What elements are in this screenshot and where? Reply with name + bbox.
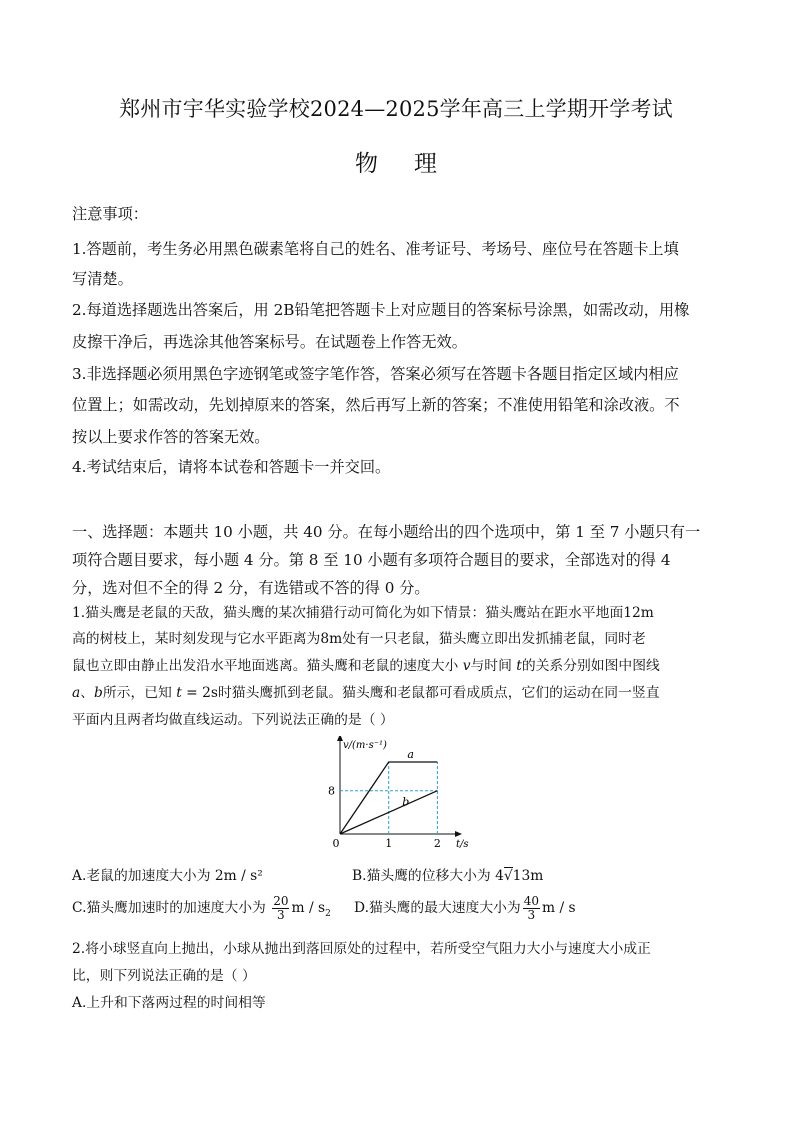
y-axis-label: v/(m·s⁻¹) [343,740,387,751]
x-axis-arrow [455,831,462,837]
section-instructions: 分，选对但不全的得 2 分，有选错或不答的得 0 分。 [72,579,430,597]
question-2-text: 比，则下列说法正确的是（ ） [72,968,256,984]
notice-heading: 注意事项： [72,205,148,223]
section-instructions: 一、选择题：本题共 10 小题，共 40 分。在每小题给出的四个选项中，第 1 至 7 小题只有一 [72,523,701,541]
option-a[interactable]: A.上升和下落两过程的时间相等 [72,995,266,1011]
question-1-text: 平面内且两者均做直线运动。下列说法正确的是（ ） [72,712,394,728]
series-label-a: a [407,748,414,762]
option-a[interactable]: A.老鼠的加速度大小为 2m / s² [72,868,263,884]
x-axis-label: t/s [456,839,469,850]
notice-line: 3.非选择题必须用黑色字迹钢笔或签字笔作答，答案必须写在答题卡各题目指定区域内相应 [72,365,679,383]
notice-line: 1.答题前，考生务必用黑色碳素笔将自己的姓名、准考证号、考场号、座位号在答题卡上填 [72,240,679,258]
question-1-text: 鼠也立即由静止出发沿水平地面逃离。猫头鹰和老鼠的速度大小 v与时间 t的关系分别如图中图线 [72,658,660,674]
x-tick-label: 2 [433,837,441,850]
section-instructions: 项符合题目要求，每小题 4 分。第 8 至 10 小题有多项符合题目的要求，全部选对的得 4 [72,551,671,569]
question-1-text: 1.猫头鹰是老鼠的天敌，猫头鹰的某次捕猎行动可简化为如下情景：猫头鹰站在距水平地面12m [72,605,654,621]
y-tick-label: 8 [328,784,335,798]
question-2-text: 2.将小球竖直向上抛出，小球从抛出到落回原处的过程中，若所受空气阻力大小与速度大小成正 [72,941,651,957]
subject-title: 物理 [355,151,473,177]
notice-line: 4.考试结束后，请将本试卷和答题卡一并交回。 [72,458,391,476]
series-label-b: b [402,795,410,809]
x-tick-label: 1 [385,837,393,850]
option-c[interactable]: C.猫头鹰加速时的加速度大小为 $\frac{20}{3}$ m / $s_2$ [72,894,331,922]
question-1-text: a、b所示，已知 t = 2s时猫头鹰抓到老鼠。猫头鹰和老鼠都可看成质点，它们的运动在同一竖直 [72,685,660,701]
notice-line: 位置上；如需改动，先划掉原来的答案，然后再写上新的答案；不准使用铅笔和涂改液。不 [72,396,680,414]
velocity-time-graph [320,736,470,854]
option-d[interactable]: D.猫头鹰的最大速度大小为 $\frac{40}{3}$ m / s [354,894,576,922]
option-b[interactable]: B.猫头鹰的位移大小为 4√13m [352,868,544,884]
notice-line: 按以上要求作答的答案无效。 [72,428,270,446]
exam-title: 郑州市宇华实验学校2024—2025学年高三上学期开学考试 [119,97,673,121]
notice-line: 皮擦干净后，再选涂其他答案标号。在试题卷上作答无效。 [72,333,467,351]
notice-line: 2.每道选择题选出答案后，用 2B铅笔把答题卡上对应题目的答案标号涂黑，如需改动，用橡 [72,301,690,319]
question-1-text: 高的树枝上，某时刻发现与它水平距离为8m处有一只老鼠，猫头鹰立即出发抓捕老鼠，同时老 [72,631,646,647]
notice-line: 写清楚。 [72,270,133,288]
x-tick-label: 0 [332,837,340,850]
